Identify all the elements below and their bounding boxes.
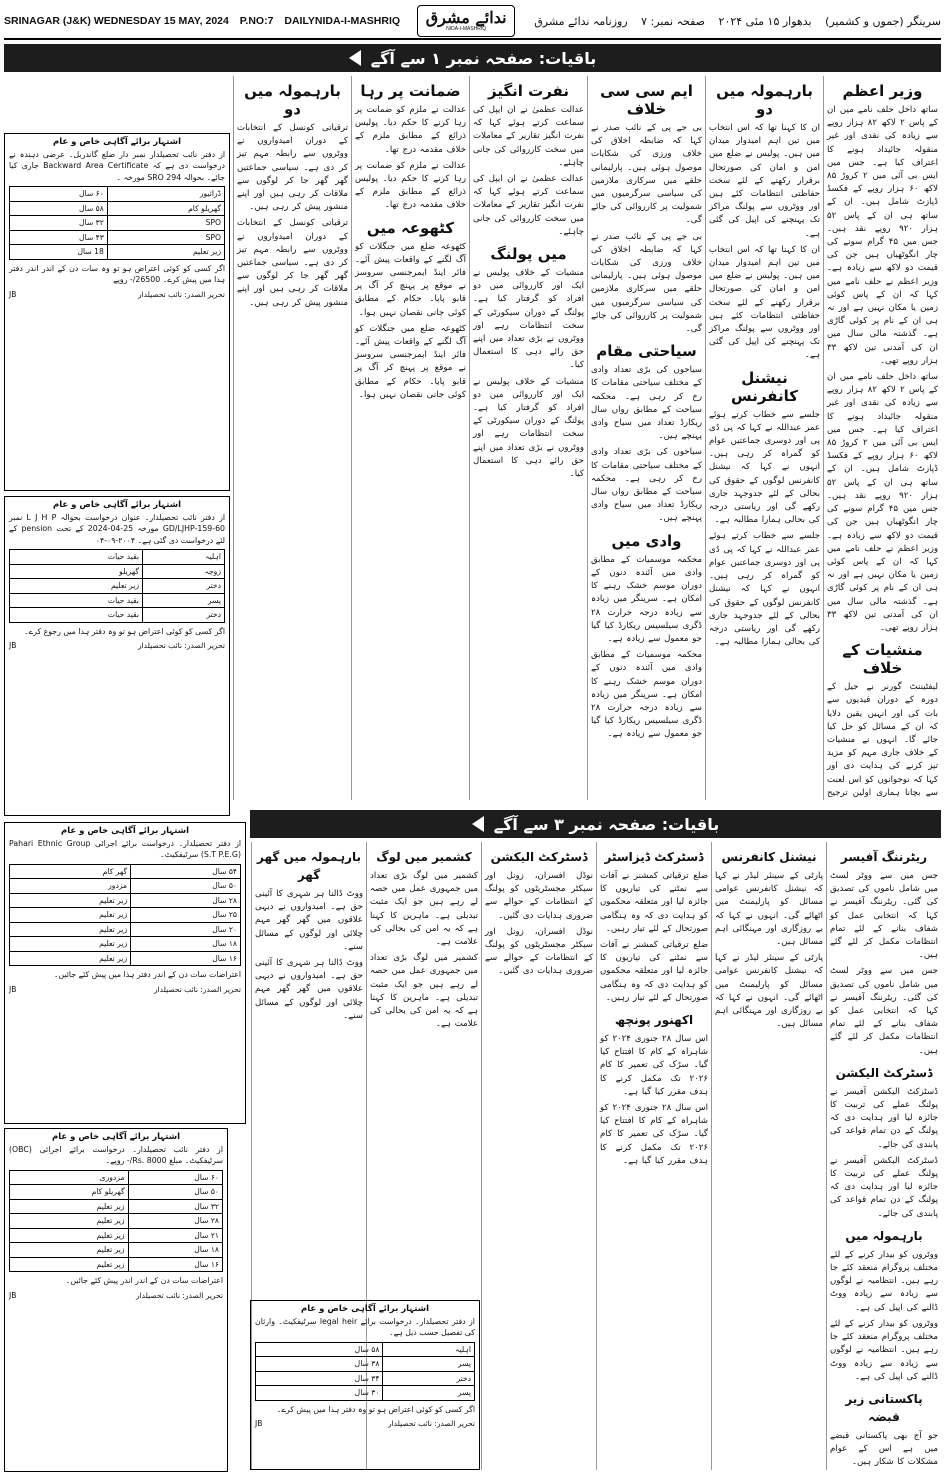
masthead-left	[4, 15, 408, 27]
page-number: P.NO:7	[239, 15, 274, 27]
notice-signature: تحریر الصدر: نائب تحصیلدار	[153, 984, 241, 994]
notice-table	[9, 549, 225, 623]
article-heading: ریٹرننگ آفیسر	[840, 850, 928, 864]
table-row	[10, 593, 225, 608]
public-notice	[4, 133, 230, 491]
table-row	[10, 1199, 223, 1214]
article	[355, 82, 466, 213]
table-cell: زیر تعلیم	[10, 1199, 129, 1214]
table-row	[10, 608, 225, 623]
table-cell: ۳۲ سال	[10, 216, 108, 231]
article-body: اس سال ۲۸ جنوری ۲۰۲۴ کو شاہراہ کے کام کا افتتاح کیا گیا۔ سڑک کی تعمیر کا کام ۲۰۲۶ تک مکمل کرنے کا ہدف مقرر کیا گیا ہے۔	[600, 1034, 708, 1097]
article-body: کٹھوعہ ضلع میں جنگلات کو آگ لگنے کے واقعات پیش آئے۔ فائر اینڈ ایمرجنسی سروسز نے موقع پر پہنچ کر آگ پر قابو پایا۔ حکام کے مطابق کوئی جانی نقصان نہیں ہوا۔	[355, 241, 466, 318]
notice-table	[9, 1170, 223, 1273]
notice-title: اشتہار برائے آگاہی خاص و عام	[51, 1132, 181, 1142]
public-notice	[4, 1128, 228, 1472]
article-column	[233, 76, 351, 800]
article-column	[596, 842, 711, 1470]
article-body: نوڈل افسران، زونل اور سیکٹر مجسٹریٹوں کو پولنگ کے انتظامات کے حوالے سے ضروری ہدایات دی گئیں۔	[485, 926, 593, 977]
masthead-right	[524, 15, 941, 28]
table-cell: پسر	[383, 1386, 475, 1401]
article	[370, 848, 478, 1031]
article-body: لیفٹیننٹ گورنر نے جیل کے دورہ کے دوران قیدیوں سے بات کی اور انہیں یقین دلایا کہ ان کے مسائل کو حل کیا جائے گا۔ انہوں نے منشیات کے خلاف جاری مہم کو مزید تیز کرنے کی ہدایت دی اور کہا کہ نوجوانوں کو اس لعنت سے بچانا ہماری اولین ترجیح	[827, 682, 938, 798]
public-notice	[4, 822, 246, 1124]
table-cell: دختر	[383, 1371, 475, 1386]
table-cell: ۱۸ سال	[131, 937, 241, 952]
table-row	[10, 201, 225, 216]
section-band-mid	[250, 810, 941, 838]
table-row	[10, 550, 225, 565]
notice-body: از دفتر نائب تحصیلدار نمبر دار ضلع گاندربل۔ عرضی دہندہ نے درخواست دی ہے کہ Backward Area Certificate جاری کیا جائے۔ بحوالہ SRO 294 مورخہ ۔	[9, 149, 225, 182]
table-cell: پسر	[143, 593, 225, 608]
table-cell: پسر	[383, 1357, 475, 1372]
article-heading: ضمانت پر رہا	[360, 82, 461, 100]
table-cell: زیر تعلیم	[10, 579, 143, 594]
article	[827, 641, 938, 800]
article	[591, 82, 702, 336]
article	[255, 848, 363, 1023]
article-body: عدالت نے ملزم کو ضمانت پر رہا کرنے کا حکم دیا۔ پولیس ذرائع کے مطابق ملزم کے خلاف مقدمہ درج تھا۔	[355, 160, 466, 211]
notice-footer	[9, 640, 225, 652]
article-body: ضلع ترقیاتی کمشنر نے آفات سے نمٹنے کی تیاریوں کا جائزہ لیا اور متعلقہ محکموں کو ہدایت دی کہ وہ ہنگامی صورتحال کے لئے تیار رہیں۔	[600, 871, 708, 934]
article	[709, 82, 820, 363]
article-body: جس میں سے ووٹر لسٹ میں شامل ناموں کی تصدیق کی گئی۔ ریٹرننگ آفیسر نے کہا کہ انتخابی عمل کو شفاف بنانے کے لئے تمام انتظامات مکمل کر لئے گئے ہیں۔	[830, 871, 938, 961]
table-cell: ۵۸ سال	[256, 1342, 383, 1357]
article-body: ووٹ ڈالنا ہر شہری کا آئینی حق ہے۔ امیدواروں نے دیہی علاقوں میں گھر گھر مہم چلائی اور لوگوں کے مسائل سنے۔	[255, 889, 363, 952]
notice-body: از دفتر نائب تحصیلدار۔ درخواست برائے اجرائی (OBC) سرٹیفکیٹ۔ مبلغ Rs. 8000/- روپے۔	[9, 1144, 223, 1165]
public-notice	[4, 496, 230, 816]
table-cell: دختر	[143, 579, 225, 594]
notice-signature: تحریر الصدر: نائب تحصیلدار	[387, 1419, 475, 1428]
article-body: منشیات کے خلاف پولیس نے ایک اور کارروائی میں دو افراد کو گرفتار کیا ہے۔ پولنگ کے دوران سیکورٹی کے سخت انتظامات رہے اور ووٹروں نے بڑی تعداد میں اپنے حق رائے دہی کا استعمال کیا۔	[473, 268, 584, 371]
article	[591, 532, 702, 742]
table-cell: گھریلو کام	[107, 201, 224, 216]
article-body: ان کا کہنا تھا کہ اس انتخاب میں تین اہم امیدوار میدان میں ہیں۔ پولیس نے ضلع میں امن و امان کی صورتحال برقرار رکھنے کے لئے سخت حفاظتی انتظامات کئے ہیں اور ووٹروں سے پولنگ مراکز تک پہنچنے کی اپیل کی گئی ہے۔	[709, 123, 820, 239]
notice-footer	[9, 289, 225, 301]
article-body: منشیات کے خلاف پولیس نے ایک اور کارروائی میں دو افراد کو گرفتار کیا ہے۔ پولنگ کے دوران سیکورٹی کے سخت انتظامات رہے اور ووٹروں نے بڑی تعداد میں اپنے حق رائے دہی کا استعمال کیا۔	[473, 376, 584, 480]
article-body: اس سال ۲۸ جنوری ۲۰۲۴ کو شاہراہ کے کام کا افتتاح کیا گیا۔ سڑک کی تعمیر کا کام ۲۰۲۶ تک مکمل کرنے کا ہدف مقرر کیا گیا ہے۔	[600, 1103, 708, 1166]
article-body: بی جے پی کے نائب صدر نے کہا کہ ضابطہ اخلاق کی خلاف ورزی کی شکایات موصول ہوئی ہیں۔ پارلیمانی حلقے میں سرکاری ملازمین کی سیاسی سرگرمیوں میں شمولیت پر کارروائی کی جائے گی۔	[591, 123, 702, 226]
table-row	[10, 216, 225, 231]
article-body: کشمیر میں لوگ بڑی تعداد میں جمہوری عمل میں حصہ لے رہے ہیں جو ایک مثبت تبدیلی ہے۔ ماہرین کا کہنا ہے کہ یہ امن کی بحالی کی علامت ہے۔	[370, 871, 478, 948]
article-body: عدالت عظمیٰ نے ان ایپل کی سماعت کرتے ہوئے کہا کہ نفرت انگیز تقاریر کے معاملات میں سخت کارروائی کی جانی چاہئے۔	[473, 105, 584, 168]
table-row	[10, 1243, 223, 1258]
table-cell: ۶۰ سال	[128, 1170, 222, 1185]
table-row	[10, 951, 241, 966]
article-body: سیاحوں کی بڑی تعداد وادی کے مختلف سیاحتی مقامات کا رخ کر رہی ہے۔ محکمہ سیاحت کے مطابق رواں سال ریکارڈ تعداد میں سیاح وادی پہنچے ہیں۔	[591, 365, 702, 442]
table-row	[10, 864, 241, 879]
article	[830, 848, 938, 1058]
article	[827, 82, 938, 635]
article-body: جس میں سے ووٹر لسٹ میں شامل ناموں کی تصدیق کی گئی۔ ریٹرننگ آفیسر نے کہا کہ انتخابی عمل کو شفاف بنانے کے لئے تمام انتظامات مکمل کر لئے گئے ہیں۔	[830, 966, 938, 1056]
table-cell: ۱۸ سال	[128, 1243, 222, 1258]
paper-name: DAILYNIDA-I-MASHRIQ	[284, 15, 401, 27]
article-body: محکمہ موسمیات کے مطابق وادی میں آئندہ دنوں کے دوران موسم خشک رہنے کا امکان ہے۔ سرینگر میں زیادہ سے زیادہ درجہ حرارت ۲۸ ڈگری سیلسیس ریکارڈ کیا گیا جو معمول سے زیادہ ہے۔	[591, 554, 702, 644]
table-cell: بقید حیات	[10, 608, 143, 623]
table-row	[10, 922, 241, 937]
article-body: جو آج بھی پاکستانی قبضے میں ہے اس کے عوام مشکلات کا شکار ہیں۔	[830, 1430, 938, 1468]
article-body: عدالت عظمیٰ نے ان ایپل کی سماعت کرتے ہوئے کہا کہ نفرت انگیز تقاریر کے معاملات میں سخت کارروائی کی جانی چاہئے۔	[473, 174, 584, 237]
article-heading: کٹھوعہ میں	[366, 218, 455, 237]
article	[830, 1064, 938, 1221]
urdu-city: سرینگر (جموں و کشمیر)	[825, 14, 941, 28]
table-cell: بقید حیات	[10, 593, 143, 608]
article-body: بی جے پی کے نائب صدر نے کہا کہ ضابطہ اخلاق کی خلاف ورزی کی شکایات موصول ہوئی ہیں۔ پارلیمانی حلقے میں سرکاری ملازمین کی سیاسی سرگرمیوں میں شمولیت پر کارروائی کی جائے گی۔	[591, 231, 702, 335]
article	[715, 848, 823, 1031]
notice-tail: اگر کسی کو کوئی اعتراض ہو تو وہ دفتر ہذا میں رجوع کرے۔	[24, 626, 225, 636]
table-cell: مزدور	[10, 879, 131, 894]
article-body: ڈسٹرکٹ الیکشن آفیسر نے پولنگ عملے کی تربیت کا جائزہ لیا اور ہدایت دی کہ پولنگ کے دن تمام قواعد کی پابندی کی جائے۔	[830, 1155, 938, 1219]
notice-tail: اعتراضات سات دن کے اندر اندر پیش کئے جائیں۔	[65, 1276, 223, 1285]
article-heading: بارہمولہ میں دو	[716, 82, 813, 118]
table-cell: ۲۸ سال	[131, 893, 241, 908]
article	[355, 219, 466, 402]
table-cell: گھریلو کام	[10, 1185, 129, 1200]
table-cell: ۵۰ سال	[131, 879, 241, 894]
logo-subtext: NIDA-I-MASHRIQ	[446, 26, 487, 32]
table-cell: زیر تعلیم	[10, 951, 131, 966]
table-cell: زیر تعلیم	[10, 1257, 129, 1272]
urdu-page: صفحہ نمبر: ۷	[641, 14, 706, 28]
article-column	[826, 842, 941, 1470]
notice-table	[9, 864, 241, 967]
table-cell: ۴۳ سال	[10, 230, 108, 245]
notice-footer	[255, 1418, 475, 1430]
notice-code: JB	[255, 1419, 263, 1428]
table-row	[10, 1257, 223, 1272]
table-cell: ۳۰ سال	[256, 1386, 383, 1401]
urdu-date: بدھوار ۱۵ مئی ۲۰۲۴	[718, 14, 812, 28]
table-row	[10, 230, 225, 245]
table-cell: ڈرائیور	[107, 187, 224, 202]
article-body: کٹھوعہ ضلع میں جنگلات کو آگ لگنے کے واقعات پیش آئے۔ فائر اینڈ ایمرجنسی سروسز نے موقع پر پہنچ کر آگ پر قابو پایا۔ حکام کے مطابق کوئی جانی نقصان نہیں ہوا۔	[355, 323, 466, 400]
notice-body: از دفتر نائب تحصیلدار۔ عنوان درخواست بحوالہ L J H P نمبر GD/LJHP-159-60 مورخہ 25-04-2024 کے تحت pension کے لئے درخواست دی گئی ہے۔ ۲۰۰۴-۰۹-۰۴	[9, 512, 225, 545]
table-cell: زیر تعلیم	[107, 245, 224, 260]
table-cell: زیر تعلیم	[10, 937, 131, 952]
article	[709, 369, 820, 650]
band-mid-title: باقیات: صفحہ نمبر ۳ سے آگے	[493, 814, 720, 834]
table-cell: زیر تعلیم	[10, 893, 131, 908]
table-cell: ۵۸ سال	[10, 201, 108, 216]
city-date: SRINAGAR (J&K) WEDNESDAY 15 MAY, 2024	[4, 15, 229, 27]
article-body: ووٹروں کو بیدار کرنے کے لئے مختلف پروگرام منعقد کئے جا رہے ہیں۔ انتظامیہ نے لوگوں سے زیادہ سے زیادہ ووٹ ڈالنے کی اپیل کی ہے۔	[830, 1249, 938, 1313]
notice-code: JB	[9, 641, 17, 650]
table-cell: ۲۰ سال	[131, 922, 241, 937]
arrow-left-icon	[472, 816, 484, 832]
article-heading: وزیر اعظم	[842, 82, 923, 100]
table-cell: ۲۵ سال	[131, 908, 241, 923]
notice-table	[9, 186, 225, 260]
article-column	[823, 76, 941, 800]
notice-tail: اگر کسی کو کوئی اعتراض ہو تو وہ سات دن کے اندر اندر دفتر ہذا میں پیش کرے۔ 26500/- روپے	[9, 263, 225, 284]
article-heading: میں پولنگ	[490, 245, 567, 264]
table-cell: گھریلو	[10, 564, 143, 579]
table-row	[256, 1386, 475, 1401]
article-heading: ڈسٹرکٹ ڈیزاسٹر	[604, 850, 704, 864]
article-body: ساتھ داخل حلف نامے میں ان کے پاس ۲ لاکھ ۸۲ ہزار روپے سے زیادہ کی نقدی اور غیر منقولہ جائیداد ہونے کا اعتراف کیا ہے۔ جس میں ایس بی آئی میں ۲ کروڑ ۸۵ لاکھ ۶۰ ہزار روپے کے فکسڈ ڈپازٹ شامل ہیں۔ ان کے ساتھ ہی ان کے پاس ۵۲ ہزار ۹۲۰ روپے نقد ہیں۔ جس میں ۴۵ گرام سونے کی چار انگوٹھیاں ہیں جن کی قیمت دو لاکھ سے زیادہ ہے۔ وزیر اعظم نے حلف نامے میں کہا کہ ان کے پاس کوئی زمین یا مکان نہیں ہے اور نہ ہی ان کے نام پر کوئی گاڑی ہے۔ گذشتہ مالی سال میں ان کی آمدنی تین لاکھ ۳۳ ہزار روپے تھی۔	[827, 105, 939, 366]
notice-footer	[9, 1290, 223, 1302]
table-cell: 18 سال	[10, 245, 108, 260]
masthead	[4, 4, 941, 40]
article-body: ترقیاتی کونسل کے انتخابات کے دوران امیدواروں نے ووٹروں سے رابطہ مہم تیز کر دی ہے۔ سیاسی جماعتیں گھر گھر جا کر لوگوں سے ملاقات کر رہی ہیں اور اپنے منشور پیش کر رہی ہیں۔	[237, 218, 348, 308]
article-body: ووٹروں کو بیدار کرنے کے لئے مختلف پروگرام منعقد کئے جا رہے ہیں۔ انتظامیہ نے لوگوں سے زیادہ سے زیادہ ووٹ ڈالنے کی اپیل کی ہے۔	[830, 1318, 938, 1382]
notice-body: از دفتر تحصیلدار۔ درخواست برائے legal heir سرٹیفکیٹ۔ وارثان کی تفصیل حسب ذیل ہے۔	[255, 1316, 475, 1337]
table-row	[256, 1342, 475, 1357]
article-body: جلسے سے خطاب کرتے ہوئے عمر عبداللہ نے کہا کہ پی ڈی پی اور دوسری جماعتیں عوام کو گمراہ کر رہی ہیں۔ انہوں نے کہا کہ نیشنل کانفرنس لوگوں کے حقوق کی بحالی کے لئے جدوجہد جاری رکھے گی اور ریاستی درجہ کی بحالی ہمارا مطالبہ ہے۔	[709, 531, 820, 648]
table-cell: ۱۶ سال	[128, 1257, 222, 1272]
article-heading: کشمیر میں لوگ	[376, 850, 472, 864]
article-body: ان کا کہنا تھا کہ اس انتخاب میں تین اہم امیدوار میدان میں ہیں۔ پولیس نے ضلع میں امن و امان کی صورتحال برقرار رکھنے کے لئے سخت حفاظتی انتظامات کئے ہیں اور ووٹروں سے پولنگ مراکز تک پہنچنے کی اپیل کی گئی ہے۔	[709, 244, 820, 361]
notice-title: اشتہار برائے آگاہی خاص و عام	[300, 1304, 430, 1314]
article-heading: نیشنل کانفرنس	[731, 368, 798, 405]
notice-title: اشتہار برائے آگاہی خاص و عام	[60, 826, 190, 836]
table-row	[10, 908, 241, 923]
notice-title: اشتہار برائے آگاہی خاص و عام	[52, 500, 182, 510]
article	[600, 848, 708, 1005]
article	[591, 342, 702, 525]
article-body: پارٹی کے سینئر لیڈر نے کہا کہ نیشنل کانفرنس عوامی مسائل کو پارلیمنٹ میں اٹھائے گی۔ انہوں نے کہا کہ بے روزگاری اور مہنگائی اہم مسائل ہیں۔	[715, 871, 823, 948]
article-body: کشمیر میں لوگ بڑی تعداد میں جمہوری عمل میں حصہ لے رہے ہیں جو ایک مثبت تبدیلی ہے۔ ماہرین کا کہنا ہے کہ یہ امن کی بحالی کی علامت ہے۔	[370, 953, 478, 1030]
table-cell: زیر تعلیم	[10, 1228, 129, 1243]
band-top-title: باقیات: صفحہ نمبر ۱ سے آگے	[370, 48, 597, 68]
table-row	[256, 1371, 475, 1386]
article-body: جلسے سے خطاب کرتے ہوئے عمر عبداللہ نے کہا کہ پی ڈی پی اور دوسری جماعتیں عوام کو گمراہ کر رہی ہیں۔ انہوں نے کہا کہ نیشنل کانفرنس لوگوں کے حقوق کی بحالی کے لئے جدوجہد جاری رکھے گی اور ریاستی درجہ کی بحالی ہمارا مطالبہ ہے۔	[709, 409, 820, 526]
article-body: محکمہ موسمیات کے مطابق وادی میں آئندہ دنوں کے دوران موسم خشک رہنے کا امکان ہے۔ سرینگر میں زیادہ سے زیادہ درجہ حرارت ۲۸ ڈگری سیلسیس ریکارڈ کیا گیا جو معمول سے زیادہ ہے۔	[591, 650, 702, 740]
article	[473, 82, 584, 239]
table-cell: ۱۶ سال	[131, 951, 241, 966]
table-row	[10, 1185, 223, 1200]
table-cell: زوجہ	[143, 564, 225, 579]
table-cell: ۳۴ سال	[256, 1371, 383, 1386]
article-body: ترقیاتی کونسل کے انتخابات کے دوران امیدواروں نے ووٹروں سے رابطہ مہم تیز کر دی ہے۔ سیاسی جماعتیں گھر گھر جا کر لوگوں سے ملاقات کر رہی ہیں اور اپنے منشور پیش کر رہی ہیں۔	[237, 123, 348, 213]
table-cell: ۲۱ سال	[128, 1228, 222, 1243]
table-cell: زیر تعلیم	[10, 922, 131, 937]
table-cell: اہلیہ	[143, 550, 225, 565]
table-cell: ۳۲ سال	[128, 1199, 222, 1214]
table-cell: زیر تعلیم	[10, 908, 131, 923]
notice-signature: تحریر الصدر: نائب تحصیلدار	[137, 641, 225, 650]
notice-signature: تحریر الصدر: نائب تحصیلدار	[137, 289, 225, 299]
notice-tail: اگر کسی کو کوئی اعتراض ہو تو وہ دفتر ہذا میں پیش کرے۔	[276, 1404, 475, 1414]
article-body: ووٹ ڈالنا ہر شہری کا آئینی حق ہے۔ امیدواروں نے دیہی علاقوں میں گھر گھر مہم چلائی اور لوگوں کے مسائل سنے۔	[255, 958, 363, 1021]
article-heading: بارہمولہ میں دو	[244, 82, 341, 118]
table-row	[10, 879, 241, 894]
article-column	[705, 76, 823, 800]
article-column	[469, 76, 587, 800]
paper-logo	[417, 5, 515, 37]
table-cell: ۲۸ سال	[128, 1214, 222, 1229]
article-heading: ایم سی سی خلاف	[600, 82, 693, 118]
article	[600, 1011, 708, 1168]
table-row	[10, 893, 241, 908]
article-heading: ڈسٹرکٹ الیکشن	[490, 850, 588, 864]
table-row	[256, 1357, 475, 1372]
article-body: نوڈل افسران، زونل اور سیکٹر مجسٹریٹوں کو پولنگ کے انتظامات کے حوالے سے ضروری ہدایات دی گئیں۔	[485, 871, 593, 921]
article	[237, 82, 348, 310]
article-heading: منشیات کے خلاف	[842, 641, 923, 678]
table-cell: زیر تعلیم	[10, 1243, 129, 1258]
article-heading: سیاحتی مقام	[596, 342, 697, 361]
arrow-left-icon	[349, 50, 361, 66]
table-cell: زیر تعلیم	[10, 1214, 129, 1229]
table-cell: SPO	[107, 216, 224, 231]
article-column	[481, 842, 596, 1470]
article-column	[351, 76, 469, 800]
table-cell: SPO	[107, 230, 224, 245]
article-body: پارٹی کے سینئر لیڈر نے کہا کہ نیشنل کانفرنس عوامی مسائل کو پارلیمنٹ میں اٹھائے گی۔ انہوں نے کہا کہ بے روزگاری اور مہنگائی اہم مسائل ہیں۔	[715, 953, 823, 1030]
table-row	[10, 937, 241, 952]
article-heading: نفرت انگیز	[487, 82, 569, 100]
table-cell: مزدوری	[10, 1170, 129, 1185]
notice-code: JB	[9, 289, 17, 299]
article-heading: بارہمولہ میں	[845, 1228, 923, 1243]
public-notice	[250, 1300, 480, 1470]
article	[830, 1390, 938, 1470]
notice-table	[255, 1342, 475, 1401]
table-row	[10, 245, 225, 260]
article-heading: ڈسٹرکٹ الیکشن	[835, 1065, 933, 1080]
article-heading: نیشنل کانفرنس	[721, 850, 817, 864]
logo-text: ندائے مشرق	[425, 8, 507, 27]
notice-code: JB	[9, 984, 17, 994]
table-row	[10, 564, 225, 579]
article-heading: پاکستانی زیر قبضہ	[845, 1391, 923, 1424]
table-row	[10, 1214, 223, 1229]
article	[485, 848, 593, 979]
table-cell: ۳۸ سال	[256, 1357, 383, 1372]
table-cell: ۵۴ سال	[131, 864, 241, 879]
table-row	[10, 1228, 223, 1243]
article	[830, 1227, 938, 1384]
notice-body: از دفتر تحصیلدار۔ درخواست برائے اجرائی Pahari Ethnic Group (S.T P.E.G) سرٹیفکیٹ۔	[9, 838, 241, 859]
article-body: سیاحوں کی بڑی تعداد وادی کے مختلف سیاحتی مقامات کا رخ کر رہی ہے۔ محکمہ سیاحت کے مطابق رواں سال ریکارڈ تعداد میں سیاح وادی پہنچے ہیں۔	[591, 447, 702, 524]
article-column	[711, 842, 826, 1470]
article	[473, 245, 584, 481]
article-column	[587, 76, 705, 800]
table-cell: اہلیہ	[383, 1342, 475, 1357]
table-cell: دختر	[143, 608, 225, 623]
article-body: عدالت نے ملزم کو ضمانت پر رہا کرنے کا حکم دیا۔ پولیس ذرائع کے مطابق ملزم کے خلاف مقدمہ درج تھا۔	[355, 105, 466, 155]
table-cell: گھر کام	[10, 864, 131, 879]
table-cell: بقید حیات	[10, 550, 143, 565]
table-cell: ۵۰ سال	[128, 1185, 222, 1200]
article-heading: وادی میں	[611, 531, 682, 550]
section-band-top	[4, 44, 941, 72]
table-row	[10, 579, 225, 594]
table-row	[10, 1170, 223, 1185]
article-body: ضلع ترقیاتی کمشنر نے آفات سے نمٹنے کی تیاریوں کا جائزہ لیا اور متعلقہ محکموں کو ہدایت دی کہ وہ ہنگامی صورتحال کے لئے تیار رہیں۔	[600, 940, 708, 1003]
notice-title: اشتہار برائے آگاہی خاص و عام	[52, 137, 182, 147]
table-cell: ۶۰ سال	[10, 187, 108, 202]
article-body: ڈسٹرکٹ الیکشن آفیسر نے پولنگ عملے کی تربیت کا جائزہ لیا اور ہدایت دی کہ پولنگ کے دن تمام قواعد کی پابندی کی جائے۔	[830, 1086, 938, 1150]
article-heading: اکھنور پونچھ	[614, 1013, 694, 1028]
article-heading: بارہمولہ میں گھر گھر	[257, 850, 361, 882]
notice-tail: اعتراضات سات دن کے اندر دفتر ہذا میں پیش کئے جائیں۔	[53, 970, 241, 979]
table-row	[10, 187, 225, 202]
urdu-name: روزنامہ ندائے مشرق	[534, 14, 628, 28]
notice-signature: تحریر الصدر: نائب تحصیلدار	[135, 1290, 223, 1300]
notice-code: JB	[9, 1290, 17, 1300]
notice-footer	[9, 984, 241, 996]
article-body: ساتھ داخل حلف نامے میں ان کے پاس ۲ لاکھ ۸۲ ہزار روپے سے زیادہ کی نقدی اور غیر منقولہ جائیداد ہونے کا اعتراف کیا ہے۔ جس میں ایس بی آئی میں ۲ کروڑ ۸۵ لاکھ ۶۰ ہزار روپے کے فکسڈ ڈپازٹ شامل ہیں۔ ان کے ساتھ ہی ان کے پاس ۵۲ ہزار ۹۲۰ روپے نقد ہیں۔ جس میں ۴۵ گرام سونے کی چار انگوٹھیاں ہیں جن کی قیمت دو لاکھ سے زیادہ ہے۔ وزیر اعظم نے حلف نامے میں کہا کہ ان کے پاس کوئی زمین یا مکان نہیں ہے اور نہ ہی ان کے نام پر کوئی گاڑی ہے۔ گذشتہ مالی سال میں ان کی آمدنی تین لاکھ ۳۳ ہزار روپے تھی۔	[827, 372, 939, 633]
